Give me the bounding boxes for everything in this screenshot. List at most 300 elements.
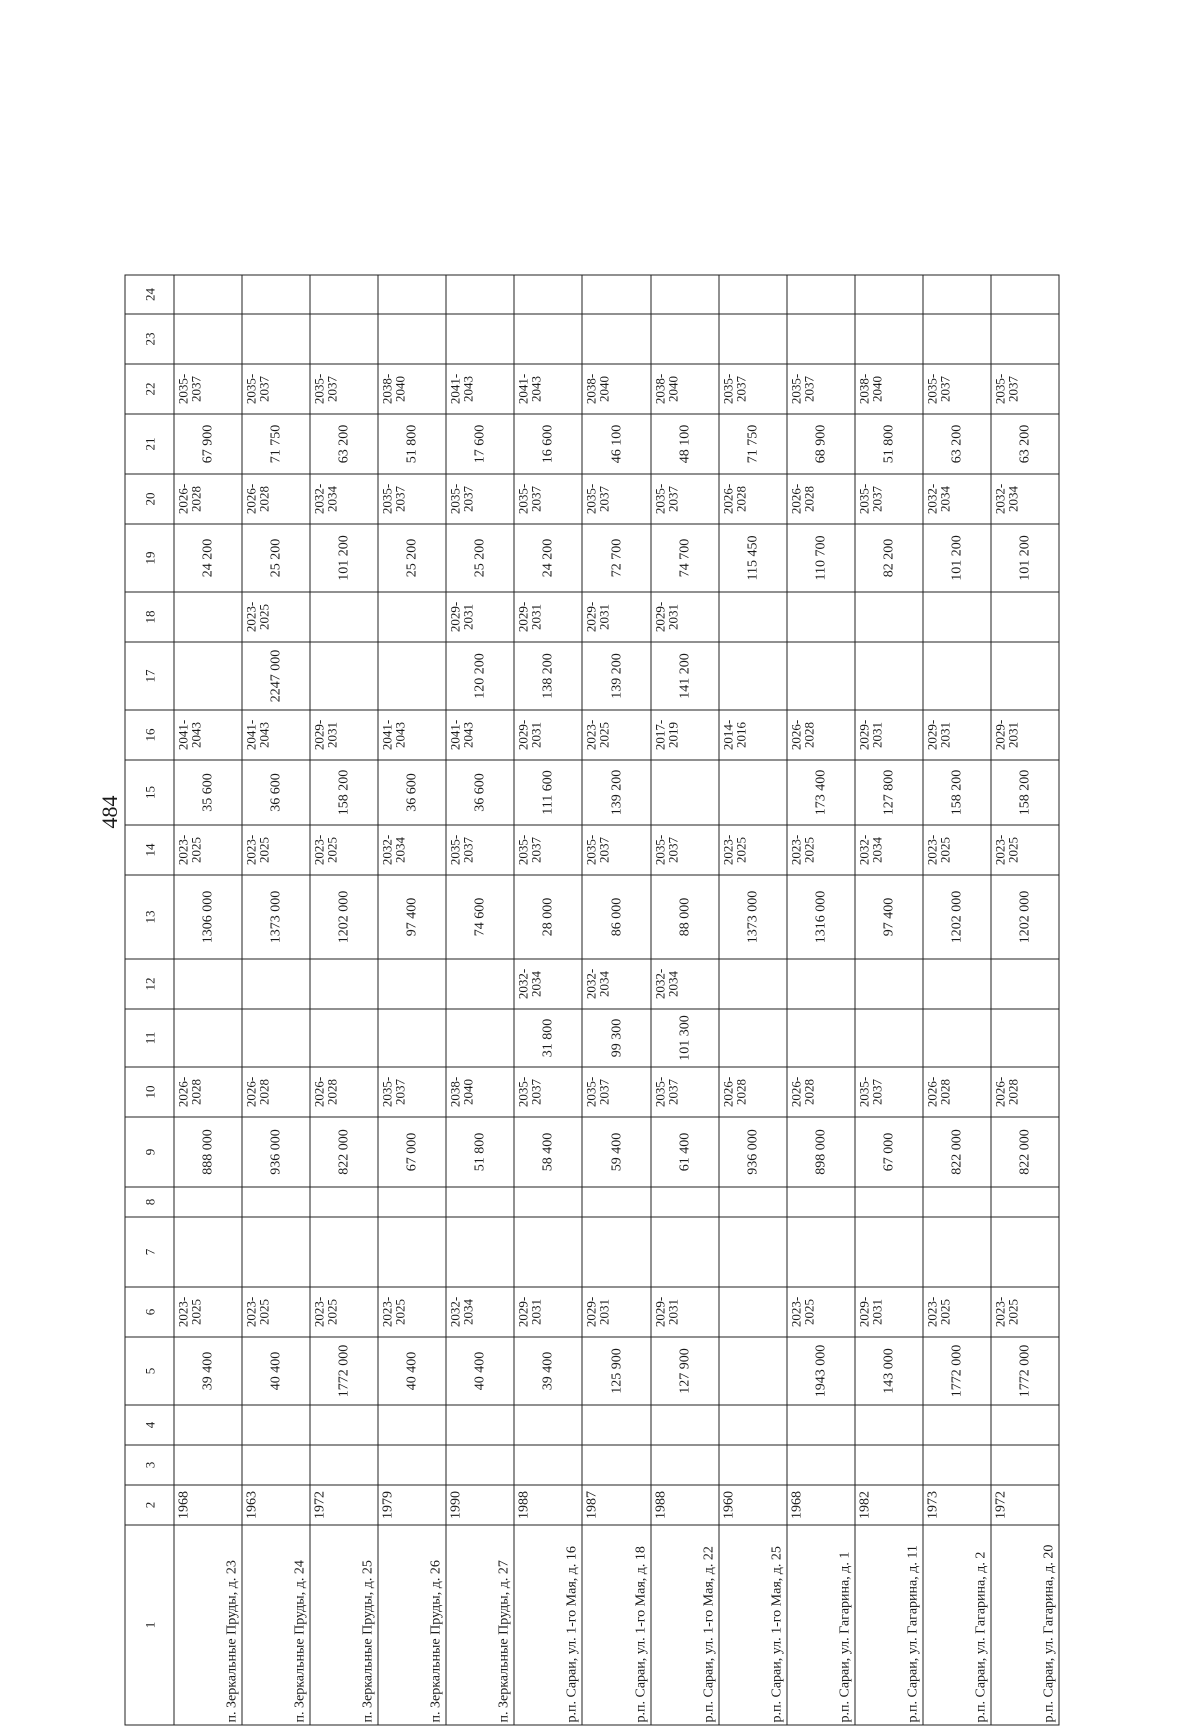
period-cell: 2026-2028 xyxy=(787,1067,855,1117)
period-cell: 2023-2025 xyxy=(310,1287,378,1337)
cost-cell: 1943 000 xyxy=(787,1337,855,1405)
period-cell xyxy=(855,959,923,1009)
period-cell: 2029-2031 xyxy=(514,1287,582,1337)
period-cell: 2035-2037 xyxy=(923,364,991,414)
period-cell: 2035-2037 xyxy=(651,825,719,875)
cost-cell: 35 600 xyxy=(174,760,242,825)
cost-cell xyxy=(446,1187,514,1217)
cost-cell: 67 900 xyxy=(174,414,242,474)
period-cell: 2035-2037 xyxy=(991,364,1059,414)
period-cell: 2026-2028 xyxy=(242,1067,310,1117)
column-header: 9 xyxy=(125,1117,174,1187)
cost-cell: 25 200 xyxy=(446,524,514,592)
cost-cell: 127 900 xyxy=(651,1337,719,1405)
year-cell: 1987 xyxy=(582,1485,650,1525)
column-header: 10 xyxy=(125,1067,174,1117)
period-cell: 2026-2028 xyxy=(787,474,855,524)
cost-cell xyxy=(174,1187,242,1217)
cost-cell: 68 900 xyxy=(787,414,855,474)
cost-cell: 48 100 xyxy=(651,414,719,474)
period-cell: 2038-2040 xyxy=(855,364,923,414)
column-header: 24 xyxy=(125,275,174,314)
column-header: 21 xyxy=(125,414,174,474)
cost-cell: 822 000 xyxy=(310,1117,378,1187)
period-cell: 2032-2034 xyxy=(514,959,582,1009)
period-cell: 2041-2043 xyxy=(378,710,446,760)
cost-cell xyxy=(855,1217,923,1287)
period-cell: 2032-2034 xyxy=(378,825,446,875)
cost-cell xyxy=(923,642,991,710)
year-cell: 1968 xyxy=(787,1485,855,1525)
cost-cell xyxy=(582,1187,650,1217)
cost-cell xyxy=(923,314,991,364)
period-cell xyxy=(174,959,242,1009)
cost-cell xyxy=(310,275,378,314)
address-cell: п. Зеркальные Пруды, д. 23 xyxy=(174,1525,242,1725)
cost-cell xyxy=(310,642,378,710)
table-row xyxy=(855,275,923,1725)
year-cell: 1968 xyxy=(174,1485,242,1525)
cost-cell xyxy=(242,275,310,314)
header-row xyxy=(125,275,174,1725)
cost-cell xyxy=(514,275,582,314)
table-row xyxy=(651,275,719,1725)
cost-cell: 72 700 xyxy=(582,524,650,592)
cost-cell xyxy=(242,1009,310,1067)
cost-cell xyxy=(855,1405,923,1445)
cost-cell xyxy=(923,1187,991,1217)
column-header: 13 xyxy=(125,875,174,959)
address-cell: п. Зеркальные Пруды, д. 26 xyxy=(378,1525,446,1725)
cost-cell xyxy=(923,275,991,314)
address-cell: р.п. Сараи, ул. Гагарина, д. 11 xyxy=(855,1525,923,1725)
period-cell: 2023-2025 xyxy=(991,1287,1059,1337)
cost-cell: 173 400 xyxy=(787,760,855,825)
period-cell: 2035-2037 xyxy=(514,474,582,524)
address-cell: р.п. Сараи, ул. 1-го Мая, д. 22 xyxy=(651,1525,719,1725)
cost-cell xyxy=(446,1405,514,1445)
cost-cell xyxy=(923,1445,991,1485)
period-cell: 2032-2034 xyxy=(310,474,378,524)
cost-cell xyxy=(719,1405,787,1445)
cost-cell: 31 800 xyxy=(514,1009,582,1067)
cost-cell xyxy=(787,642,855,710)
period-cell: 2023-2025 xyxy=(991,825,1059,875)
period-cell: 2026-2028 xyxy=(719,474,787,524)
period-cell: 2023-2025 xyxy=(923,1287,991,1337)
cost-cell: 1202 000 xyxy=(923,875,991,959)
cost-cell: 24 200 xyxy=(174,524,242,592)
table-row xyxy=(514,275,582,1725)
column-header: 7 xyxy=(125,1217,174,1287)
period-cell xyxy=(719,1287,787,1337)
cost-cell xyxy=(310,1009,378,1067)
period-cell: 2041-2043 xyxy=(242,710,310,760)
period-cell: 2029-2031 xyxy=(514,592,582,642)
cost-cell xyxy=(378,1405,446,1445)
period-cell: 2023-2025 xyxy=(719,825,787,875)
table-row xyxy=(582,275,650,1725)
period-cell: 2029-2031 xyxy=(923,710,991,760)
cost-cell xyxy=(582,1405,650,1445)
period-cell: 2029-2031 xyxy=(582,592,650,642)
cost-cell: 101 200 xyxy=(991,524,1059,592)
period-cell: 2029-2031 xyxy=(582,1287,650,1337)
cost-cell: 40 400 xyxy=(446,1337,514,1405)
year-cell: 1988 xyxy=(651,1485,719,1525)
period-cell: 2041-2043 xyxy=(446,364,514,414)
cost-cell xyxy=(651,1405,719,1445)
cost-cell: 143 000 xyxy=(855,1337,923,1405)
cost-cell: 1373 000 xyxy=(719,875,787,959)
cost-cell xyxy=(242,1405,310,1445)
column-header: 15 xyxy=(125,760,174,825)
column-header: 12 xyxy=(125,959,174,1009)
column-header: 19 xyxy=(125,524,174,592)
cost-cell: 71 750 xyxy=(719,414,787,474)
cost-cell: 39 400 xyxy=(514,1337,582,1405)
period-cell: 2029-2031 xyxy=(514,710,582,760)
period-cell: 2029-2031 xyxy=(446,592,514,642)
period-cell: 2035-2037 xyxy=(651,1067,719,1117)
cost-cell xyxy=(651,275,719,314)
cost-cell: 46 100 xyxy=(582,414,650,474)
period-cell: 2041-2043 xyxy=(174,710,242,760)
cost-cell xyxy=(651,1445,719,1485)
cost-cell: 127 800 xyxy=(855,760,923,825)
period-cell: 2038-2040 xyxy=(651,364,719,414)
period-cell xyxy=(991,592,1059,642)
period-cell: 2035-2037 xyxy=(310,364,378,414)
cost-cell: 25 200 xyxy=(242,524,310,592)
table-row xyxy=(787,275,855,1725)
cost-cell xyxy=(787,1445,855,1485)
column-header: 20 xyxy=(125,474,174,524)
cost-cell: 63 200 xyxy=(310,414,378,474)
column-header: 2 xyxy=(125,1485,174,1525)
period-cell: 2041-2043 xyxy=(446,710,514,760)
cost-cell xyxy=(582,275,650,314)
column-header: 1 xyxy=(125,1525,174,1725)
cost-cell: 24 200 xyxy=(514,524,582,592)
cost-cell: 1316 000 xyxy=(787,875,855,959)
cost-cell: 110 700 xyxy=(787,524,855,592)
cost-cell xyxy=(174,1405,242,1445)
cost-cell xyxy=(855,275,923,314)
period-cell: 2035-2037 xyxy=(719,364,787,414)
period-cell: 2038-2040 xyxy=(446,1067,514,1117)
year-cell: 1990 xyxy=(446,1485,514,1525)
cost-cell: 82 200 xyxy=(855,524,923,592)
cost-cell: 1373 000 xyxy=(242,875,310,959)
cost-cell: 115 450 xyxy=(719,524,787,592)
period-cell: 2032-2034 xyxy=(582,959,650,1009)
cost-cell xyxy=(378,314,446,364)
cost-cell xyxy=(446,1009,514,1067)
table-row xyxy=(310,275,378,1725)
cost-cell: 1202 000 xyxy=(991,875,1059,959)
cost-cell xyxy=(514,1187,582,1217)
cost-cell: 61 400 xyxy=(651,1117,719,1187)
period-cell: 2014-2016 xyxy=(719,710,787,760)
period-cell xyxy=(719,592,787,642)
address-cell: р.п. Сараи, ул. 1-го Мая, д. 18 xyxy=(582,1525,650,1725)
cost-cell xyxy=(310,1405,378,1445)
cost-cell: 36 600 xyxy=(378,760,446,825)
period-cell: 2035-2037 xyxy=(582,825,650,875)
period-cell: 2035-2037 xyxy=(651,474,719,524)
cost-cell xyxy=(923,1009,991,1067)
cost-cell: 111 600 xyxy=(514,760,582,825)
address-cell: п. Зеркальные Пруды, д. 25 xyxy=(310,1525,378,1725)
cost-cell xyxy=(514,314,582,364)
table-row xyxy=(923,275,991,1725)
period-cell xyxy=(174,592,242,642)
column-header: 4 xyxy=(125,1405,174,1445)
period-cell xyxy=(787,959,855,1009)
period-cell: 2032-2034 xyxy=(923,474,991,524)
cost-cell xyxy=(991,314,1059,364)
cost-cell: 101 200 xyxy=(310,524,378,592)
cost-cell xyxy=(719,760,787,825)
cost-cell: 822 000 xyxy=(923,1117,991,1187)
period-cell: 2023-2025 xyxy=(787,1287,855,1337)
period-cell: 2023-2025 xyxy=(582,710,650,760)
cost-cell: 39 400 xyxy=(174,1337,242,1405)
period-cell xyxy=(310,959,378,1009)
cost-cell: 67 000 xyxy=(855,1117,923,1187)
year-cell: 1972 xyxy=(310,1485,378,1525)
period-cell xyxy=(787,592,855,642)
address-cell: р.п. Сараи, ул. 1-го Мая, д. 25 xyxy=(719,1525,787,1725)
cost-cell: 936 000 xyxy=(242,1117,310,1187)
cost-cell: 40 400 xyxy=(378,1337,446,1405)
period-cell: 2026-2028 xyxy=(719,1067,787,1117)
address-cell: п. Зеркальные Пруды, д. 24 xyxy=(242,1525,310,1725)
cost-cell xyxy=(242,1187,310,1217)
cost-cell xyxy=(787,1405,855,1445)
cost-cell: 141 200 xyxy=(651,642,719,710)
address-cell: р.п. Сараи, ул. Гагарина, д. 2 xyxy=(923,1525,991,1725)
period-cell: 2017-2019 xyxy=(651,710,719,760)
cost-cell xyxy=(378,1187,446,1217)
column-header: 11 xyxy=(125,1009,174,1067)
period-cell: 2026-2028 xyxy=(242,474,310,524)
year-cell: 1988 xyxy=(514,1485,582,1525)
period-cell: 2029-2031 xyxy=(651,592,719,642)
period-cell: 2023-2025 xyxy=(378,1287,446,1337)
cost-cell xyxy=(446,314,514,364)
cost-cell: 63 200 xyxy=(923,414,991,474)
cost-cell: 58 400 xyxy=(514,1117,582,1187)
rotated-table-wrapper xyxy=(125,286,1060,1726)
cost-cell xyxy=(787,1009,855,1067)
page-number: 484 xyxy=(97,795,122,829)
cost-cell: 139 200 xyxy=(582,760,650,825)
cost-cell: 936 000 xyxy=(719,1117,787,1187)
cost-cell: 1202 000 xyxy=(310,875,378,959)
cost-cell: 36 600 xyxy=(446,760,514,825)
period-cell: 2035-2037 xyxy=(242,364,310,414)
period-cell: 2035-2037 xyxy=(514,825,582,875)
cost-cell xyxy=(719,1009,787,1067)
cost-cell xyxy=(719,1187,787,1217)
cost-cell xyxy=(446,275,514,314)
cost-cell: 71 750 xyxy=(242,414,310,474)
cost-cell xyxy=(174,642,242,710)
cost-cell: 125 900 xyxy=(582,1337,650,1405)
cost-cell xyxy=(787,314,855,364)
cost-cell: 158 200 xyxy=(991,760,1059,825)
table-row xyxy=(446,275,514,1725)
column-header: 16 xyxy=(125,710,174,760)
cost-cell: 158 200 xyxy=(310,760,378,825)
cost-cell: 120 200 xyxy=(446,642,514,710)
cost-cell: 1772 000 xyxy=(923,1337,991,1405)
cost-cell xyxy=(174,1009,242,1067)
cost-cell xyxy=(174,1445,242,1485)
cost-cell xyxy=(719,314,787,364)
year-cell: 1979 xyxy=(378,1485,446,1525)
column-header: 3 xyxy=(125,1445,174,1485)
cost-cell: 101 300 xyxy=(651,1009,719,1067)
table-row xyxy=(991,275,1059,1725)
cost-cell xyxy=(514,1217,582,1287)
cost-cell: 138 200 xyxy=(514,642,582,710)
cost-cell xyxy=(787,1187,855,1217)
cost-cell xyxy=(651,1217,719,1287)
period-cell: 2035-2037 xyxy=(582,474,650,524)
cost-cell: 1772 000 xyxy=(310,1337,378,1405)
cost-cell: 28 000 xyxy=(514,875,582,959)
period-cell: 2026-2028 xyxy=(310,1067,378,1117)
cost-cell: 88 000 xyxy=(651,875,719,959)
cost-cell xyxy=(991,275,1059,314)
cost-cell: 59 400 xyxy=(582,1117,650,1187)
cost-cell xyxy=(855,1445,923,1485)
period-cell: 2023-2025 xyxy=(787,825,855,875)
cost-cell: 1306 000 xyxy=(174,875,242,959)
column-header: 8 xyxy=(125,1187,174,1217)
cost-cell: 97 400 xyxy=(378,875,446,959)
cost-cell: 97 400 xyxy=(855,875,923,959)
cost-cell: 51 800 xyxy=(378,414,446,474)
cost-cell: 898 000 xyxy=(787,1117,855,1187)
period-cell: 2023-2025 xyxy=(174,825,242,875)
period-cell: 2029-2031 xyxy=(651,1287,719,1337)
period-cell: 2035-2037 xyxy=(378,1067,446,1117)
column-header: 18 xyxy=(125,592,174,642)
cost-cell: 17 600 xyxy=(446,414,514,474)
cost-cell: 2247 000 xyxy=(242,642,310,710)
cost-cell xyxy=(378,1217,446,1287)
address-cell: р.п. Сараи, ул. 1-го Мая, д. 16 xyxy=(514,1525,582,1725)
cost-cell: 16 600 xyxy=(514,414,582,474)
cost-cell: 74 700 xyxy=(651,524,719,592)
column-header: 17 xyxy=(125,642,174,710)
cost-cell xyxy=(514,1405,582,1445)
cost-cell xyxy=(991,1405,1059,1445)
table-row xyxy=(174,275,242,1725)
period-cell xyxy=(719,959,787,1009)
cost-cell xyxy=(991,1009,1059,1067)
period-cell: 2035-2037 xyxy=(582,1067,650,1117)
year-cell: 1960 xyxy=(719,1485,787,1525)
cost-cell xyxy=(991,642,1059,710)
table-row xyxy=(719,275,787,1725)
cost-cell xyxy=(855,314,923,364)
cost-cell: 25 200 xyxy=(378,524,446,592)
period-cell: 2041-2043 xyxy=(514,364,582,414)
cost-cell xyxy=(719,642,787,710)
capital-repair-schedule-table xyxy=(125,275,1060,1726)
period-cell xyxy=(446,959,514,1009)
column-header: 14 xyxy=(125,825,174,875)
period-cell: 2038-2040 xyxy=(582,364,650,414)
period-cell: 2038-2040 xyxy=(378,364,446,414)
period-cell: 2026-2028 xyxy=(787,710,855,760)
cost-cell xyxy=(582,1445,650,1485)
period-cell xyxy=(855,592,923,642)
cost-cell: 139 200 xyxy=(582,642,650,710)
period-cell: 2035-2037 xyxy=(174,364,242,414)
cost-cell xyxy=(582,1217,650,1287)
column-header: 22 xyxy=(125,364,174,414)
address-cell: п. Зеркальные Пруды, д. 27 xyxy=(446,1525,514,1725)
cost-cell xyxy=(310,314,378,364)
column-header: 23 xyxy=(125,314,174,364)
period-cell: 2032-2034 xyxy=(855,825,923,875)
period-cell: 2023-2025 xyxy=(242,825,310,875)
cost-cell: 1772 000 xyxy=(991,1337,1059,1405)
cost-cell xyxy=(787,1217,855,1287)
table-body xyxy=(125,275,1059,1725)
cost-cell xyxy=(787,275,855,314)
year-cell: 1972 xyxy=(991,1485,1059,1525)
period-cell: 2035-2037 xyxy=(855,1067,923,1117)
cost-cell: 101 200 xyxy=(923,524,991,592)
period-cell xyxy=(378,959,446,1009)
cost-cell xyxy=(719,1337,787,1405)
period-cell: 2035-2037 xyxy=(787,364,855,414)
period-cell: 2026-2028 xyxy=(174,474,242,524)
cost-cell xyxy=(582,314,650,364)
cost-cell: 63 200 xyxy=(991,414,1059,474)
period-cell: 2032-2034 xyxy=(651,959,719,1009)
cost-cell xyxy=(310,1217,378,1287)
cost-cell xyxy=(446,1445,514,1485)
period-cell: 2029-2031 xyxy=(855,1287,923,1337)
cost-cell: 67 000 xyxy=(378,1117,446,1187)
cost-cell: 888 000 xyxy=(174,1117,242,1187)
period-cell: 2023-2025 xyxy=(242,1287,310,1337)
cost-cell: 86 000 xyxy=(582,875,650,959)
period-cell: 2032-2034 xyxy=(446,1287,514,1337)
cost-cell xyxy=(174,314,242,364)
cost-cell xyxy=(378,1009,446,1067)
period-cell: 2029-2031 xyxy=(310,710,378,760)
period-cell: 2023-2025 xyxy=(174,1287,242,1337)
cost-cell xyxy=(310,1187,378,1217)
cost-cell: 51 800 xyxy=(446,1117,514,1187)
table-row xyxy=(378,275,446,1725)
cost-cell xyxy=(651,760,719,825)
cost-cell xyxy=(446,1217,514,1287)
cost-cell xyxy=(719,275,787,314)
cost-cell: 51 800 xyxy=(855,414,923,474)
period-cell xyxy=(923,592,991,642)
period-cell: 2035-2037 xyxy=(378,474,446,524)
